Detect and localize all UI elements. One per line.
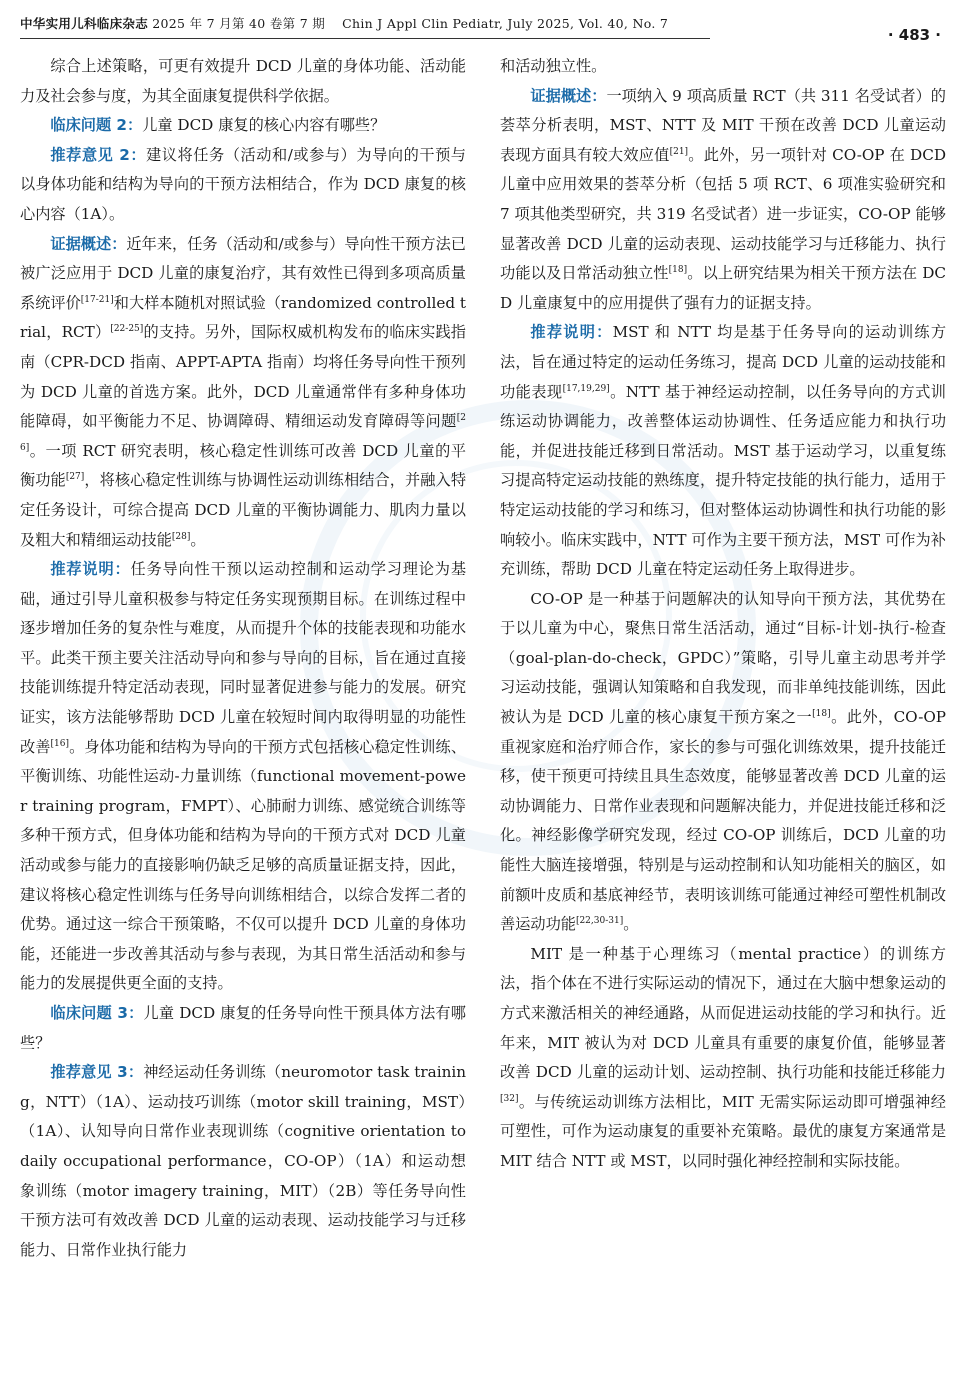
citation-ref: [28] xyxy=(171,531,191,542)
running-header xyxy=(20,8,941,42)
paragraph-co-op: CO-OP 是一种基于问题解决的认知导向干预方法，其优势在于以儿童为中心，聚焦日常生活活动，通过“目标-计划-执行-检查（goal-plan-do-check，GPDC）”策略，引导儿童主动思考并学习运动技能，强调认知策略和自我发现，而非单纯技能训练，因此被认为是 DCD 儿童的核心康复干预方案之一[18]。此外，CO-OP 重视家庭和治疗师合作，家长的参与可强化训练效果，提升技能迁移，使干预更可持续且具生态效度，能够显著改善 DCD 儿童的运动协调能力、日常作业表现和问题解决能力，并促进技能迁移和泛化。神经影像学研究发现，经过 CO-OP 训练后，DCD 儿童的功能性大脑连接增强，特别是与运动控制和认知功能相关的脑区，如前额叶皮质和基底神经节，表明该训练可能通过神经可塑性机制改善运动功能[22,30-31]。 xyxy=(500,589,946,934)
label-clinical-question: 临床问题 3： xyxy=(50,1004,144,1022)
journal-name: 中华实用儿科临床杂志 xyxy=(20,16,149,31)
evidence-2: 证据概述：近年来，任务（活动和/或参与）导向性干预方法已被广泛应用于 DCD 儿童的康复治疗，其有效性已得到多项高质量系统评价[17-21]和大样本随机对照试验（randomized controlled trial，RCT）[22-25]的支持。另外，国际权威机构发布的临床实践指南（CPR-DCD 指南、APPT-APTA 指南）均将任务导向性干预列为 DCD 儿童的首选方案。此外，DCD 儿童通常伴有多种身体功能障碍，如平衡能力不足、协调障碍、精细运动发育障碍等问题[26]。一项 RCT 研究表明，核心稳定性训练可改善 DCD 儿童的平衡功能[27]，将核心稳定性训练与协调性运动训练相结合，并融入特定任务设计，可综合提高 DCD 儿童的平衡协调能力、肌肉力量以及粗大和精细运动技能[28]。 xyxy=(20,234,467,549)
issue-en: Chin J Appl Clin Pediatr, July 2025, Vol. 40, No. 7 xyxy=(342,16,669,31)
paragraph-mit: MIT 是一种基于心理练习（mental practice）的训练方法，指个体在不进行实际运动的情况下，通过在大脑中想象运动的方式来激活相关的神经通路，从而促进运动技能的学习和执行。近年来，MIT 被认为对 DCD 儿童具有重要的康复价值，能够显著改善 DCD 儿童的运动计划、运动控制、执行功能和技能迁移能力[32]。与传统运动训练方法相比，MIT 无需实际运动即可增强神经可塑性，可作为运动康复的重要补充策略。最优的康复方案通常是 MIT 结合 NTT 或 MST，以同时强化神经控制和实际技能。 xyxy=(500,944,946,1170)
evidence-3: 证据概述：一项纳入 9 项高质量 RCT（共 311 名受试者）的荟萃分析表明，MST、NTT 及 MIT 干预在改善 DCD 儿童运动表现方面具有较大效应值[21]。此外，另一项针对 CO-OP 在 DCD 儿童中应用效果的荟萃分析（包括 5 项 RCT、6 项准实验研究和 7 项其他类型研究，共 319 名受试者）进一步证实，CO-OP 能够显著改善 DCD 儿童的运动表现、运动技能学习与迁移能力、执行功能以及日常活动独立性[18]。以上研究结果为相关干预方法在 DCD 儿童康复中的应用提供了强有力的证据支持。 xyxy=(500,86,947,312)
citation-ref: [26] xyxy=(20,413,466,453)
header-rule xyxy=(20,38,710,39)
page-number: · 483 · xyxy=(887,26,941,44)
label-clinical-question: 临床问题 2： xyxy=(50,116,143,135)
label-explanation: 推荐说明： xyxy=(50,560,131,579)
citation-ref: [27] xyxy=(65,472,85,483)
recommendation-2: 推荐意见 2：建议将任务（活动和/或参与）为导向的干预与以身体功能和结构为导向的干预方法相结合，作为 DCD 康复的核心内容（1A）。 xyxy=(20,145,466,223)
label-recommendation: 推荐意见 2： xyxy=(50,145,147,164)
explanation-2: 推荐说明：任务导向性干预以运动控制和运动学习理论为基础，通过引导儿童积极参与特定任务实现预期目标。在训练过程中逐步增加任务的复杂性与难度，从而提升个体的技能表现和功能水平。此类干预主要关注活动导向和参与导向的目标，旨在通过直接技能训练提升特定活动表现，同时显著促进参与能力的发展。研究证实，该方法能够帮助 DCD 儿童在较短时间内取得明显的功能性改善[16]。身体功能和结构为导向的干预方式包括核心稳定性训练、平衡训练、功能性运动-力量训练（functional movement-power training program，FMPT）、心肺耐力训练、感觉统合训练等多种干预方式，但身体功能和结构为导向的干预方式对 DCD 儿童活动或参与能力的直接影响仍缺乏足够的高质量证据支持，因此，建议将核心稳定性训练与任务导向训练相结合，以综合发挥二者的优势。通过这一综合干预策略，不仅可以提升 DCD 儿童的身体功能，还能进一步改善其活动与参与表现，为其日常生活活动和参与能力的发展提供更全面的支持。 xyxy=(20,560,467,993)
paragraph-summary: 综合上述策略，可更有效提升 DCD 儿童的身体功能、活动能力及社会参与度，为其全面康复提供科学依据。 xyxy=(20,57,466,105)
citation-ref: [18] xyxy=(812,709,831,719)
left-column xyxy=(20,52,466,1265)
issue-cn: 2025 年 7 月第 40 卷第 7 期 xyxy=(152,16,326,31)
paragraph-continuation: 和活动独立性。 xyxy=(500,57,607,75)
citation-ref: [32] xyxy=(500,1093,519,1104)
label-evidence: 证据概述： xyxy=(50,234,127,253)
label-explanation: 推荐说明： xyxy=(530,323,613,342)
clinical-question-3: 临床问题 3：儿童 DCD 康复的任务导向性干预具体方法有哪些？ xyxy=(20,1004,466,1052)
citation-ref: [17,19,29] xyxy=(562,383,610,394)
journal-citation xyxy=(20,14,668,32)
citation-ref: [21] xyxy=(669,146,689,157)
right-column xyxy=(500,52,946,1177)
citation-ref: [18] xyxy=(668,265,688,276)
recommendation-3: 推荐意见 3：神经运动任务训练（neuromotor task training，NTT）（1A）、运动技巧训练（motor skill training，MST）（1A）、认知导向日常作业表现训练（cognitive orientation to daily occupational performance，CO-OP）（1A）和运动想象训练（motor imagery training，MIT）（2B）等任务导向性干预方法可有效改善 DCD 儿童的运动表现、运动技能学习与迁移能力、日常作业执行能力 xyxy=(20,1063,466,1259)
label-evidence: 证据概述： xyxy=(530,86,607,105)
clinical-question-2: 临床问题 2：儿童 DCD 康复的核心内容有哪些？ xyxy=(50,116,386,135)
explanation-3: 推荐说明：MST 和 NTT 均是基于任务导向的运动训练方法，旨在通过特定的运动任务练习，提高 DCD 儿童的运动技能和功能表现[17,19,29]。NTT 基于神经运动控制，以任务导向的方式训练运动协调能力，改善整体运动协调性、任务适应能力和执行功能，并促进技能迁移到日常活动。MST 基于运动学习，以重复练习提高特定运动技能的熟练度，提升特定技能的执行能力，适用于特定运动技能的学习和练习，但对整体运动协调性和执行功能的影响较小。临床实践中，NTT 可作为主要干预方法，MST 可作为补充训练，帮助 DCD 儿童在特定运动任务上取得进步。 xyxy=(500,323,947,579)
citation-ref: [22-25] xyxy=(110,324,144,335)
label-recommendation: 推荐意见 3： xyxy=(50,1063,144,1082)
citation-ref: [22,30-31] xyxy=(575,916,624,927)
citation-ref: [16] xyxy=(50,738,70,749)
citation-ref: [17-21] xyxy=(80,294,114,305)
